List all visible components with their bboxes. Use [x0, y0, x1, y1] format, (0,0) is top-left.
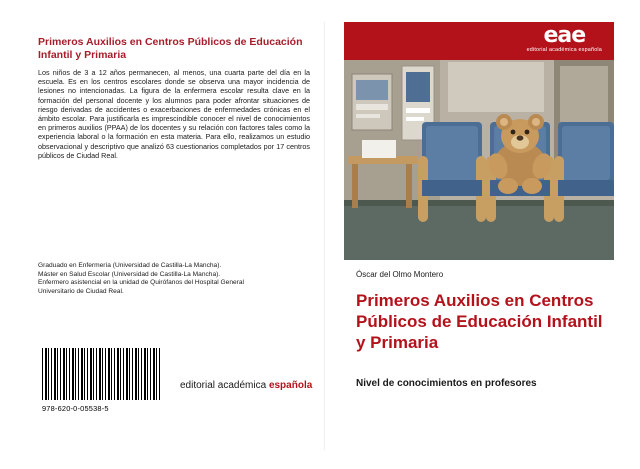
publisher-logo-band [344, 22, 614, 60]
waiting-room-photo-illustration [344, 60, 614, 260]
author-bio-line-2: Máster en Salud Escolar (Universidad de Castilla-La Mancha). [38, 270, 221, 278]
eae-logo-subtitle: editorial académica española [526, 47, 602, 53]
cover-photograph [344, 60, 614, 260]
barcode-icon [42, 348, 160, 400]
author-biography [38, 262, 310, 296]
eae-wordmark-icon: eae [543, 23, 586, 48]
front-cover-subtitle: Nivel de conocimientos en profesores [356, 378, 537, 389]
front-cover-title: Primeros Auxilios en Centros Públicos de Educación Infantil y Primaria [356, 291, 603, 352]
isbn-number: 978-620-0-05538-5 [42, 404, 109, 413]
book-layout [28, 22, 614, 450]
author-bio-line-4: Universitario de Ciudad Real. [38, 287, 124, 295]
barcode-block [42, 348, 162, 413]
back-cover-title: Primeros Auxilios en Centros Públicos de Educación Infantil y Primaria [38, 36, 303, 61]
author-bio-line-3: Enfermero asistencial en la unidad de Quirófanos del Hospital General [38, 279, 244, 287]
author-bio-line-1: Graduado en Enfermería (Universidad de Castilla-La Mancha). [38, 262, 222, 269]
front-cover-author: Óscar del Olmo Montero [356, 270, 444, 279]
back-cover-panel [28, 22, 324, 450]
publisher-name-plain: editorial académica [180, 380, 269, 391]
publisher-name-accent: española [268, 380, 313, 391]
publisher-imprint-back [180, 380, 312, 391]
eae-logo [527, 25, 602, 54]
front-cover-panel [344, 22, 614, 450]
book-spine [324, 22, 346, 450]
back-cover-abstract: Los niños de 3 a 12 años permanecen, al menos, una cuarta parte del día en la escuela. Es en los centros escolares donde se observa una mayor incidencia de lesiones no intencionadas. La figura de la enfermera escolar resulta clave en la formación del personal docente y los alumnos para poder afrontar situaciones de riesgo derivadas de accidentes o exacerbaciones de enfermedades crónicas en el ámbito escolar. Para justificarla es imprescindible conocer el nivel de conocimientos en primeros auxilios (PPAA) de los docentes y su relación con factores tales como la experiencia laboral o la formación en esta materia. Para ello, realizamos un estudio observacional y descriptivo que analizó 63 cuestionarios completados por 17 centros públicos de Ciudad Real. [38, 68, 310, 160]
